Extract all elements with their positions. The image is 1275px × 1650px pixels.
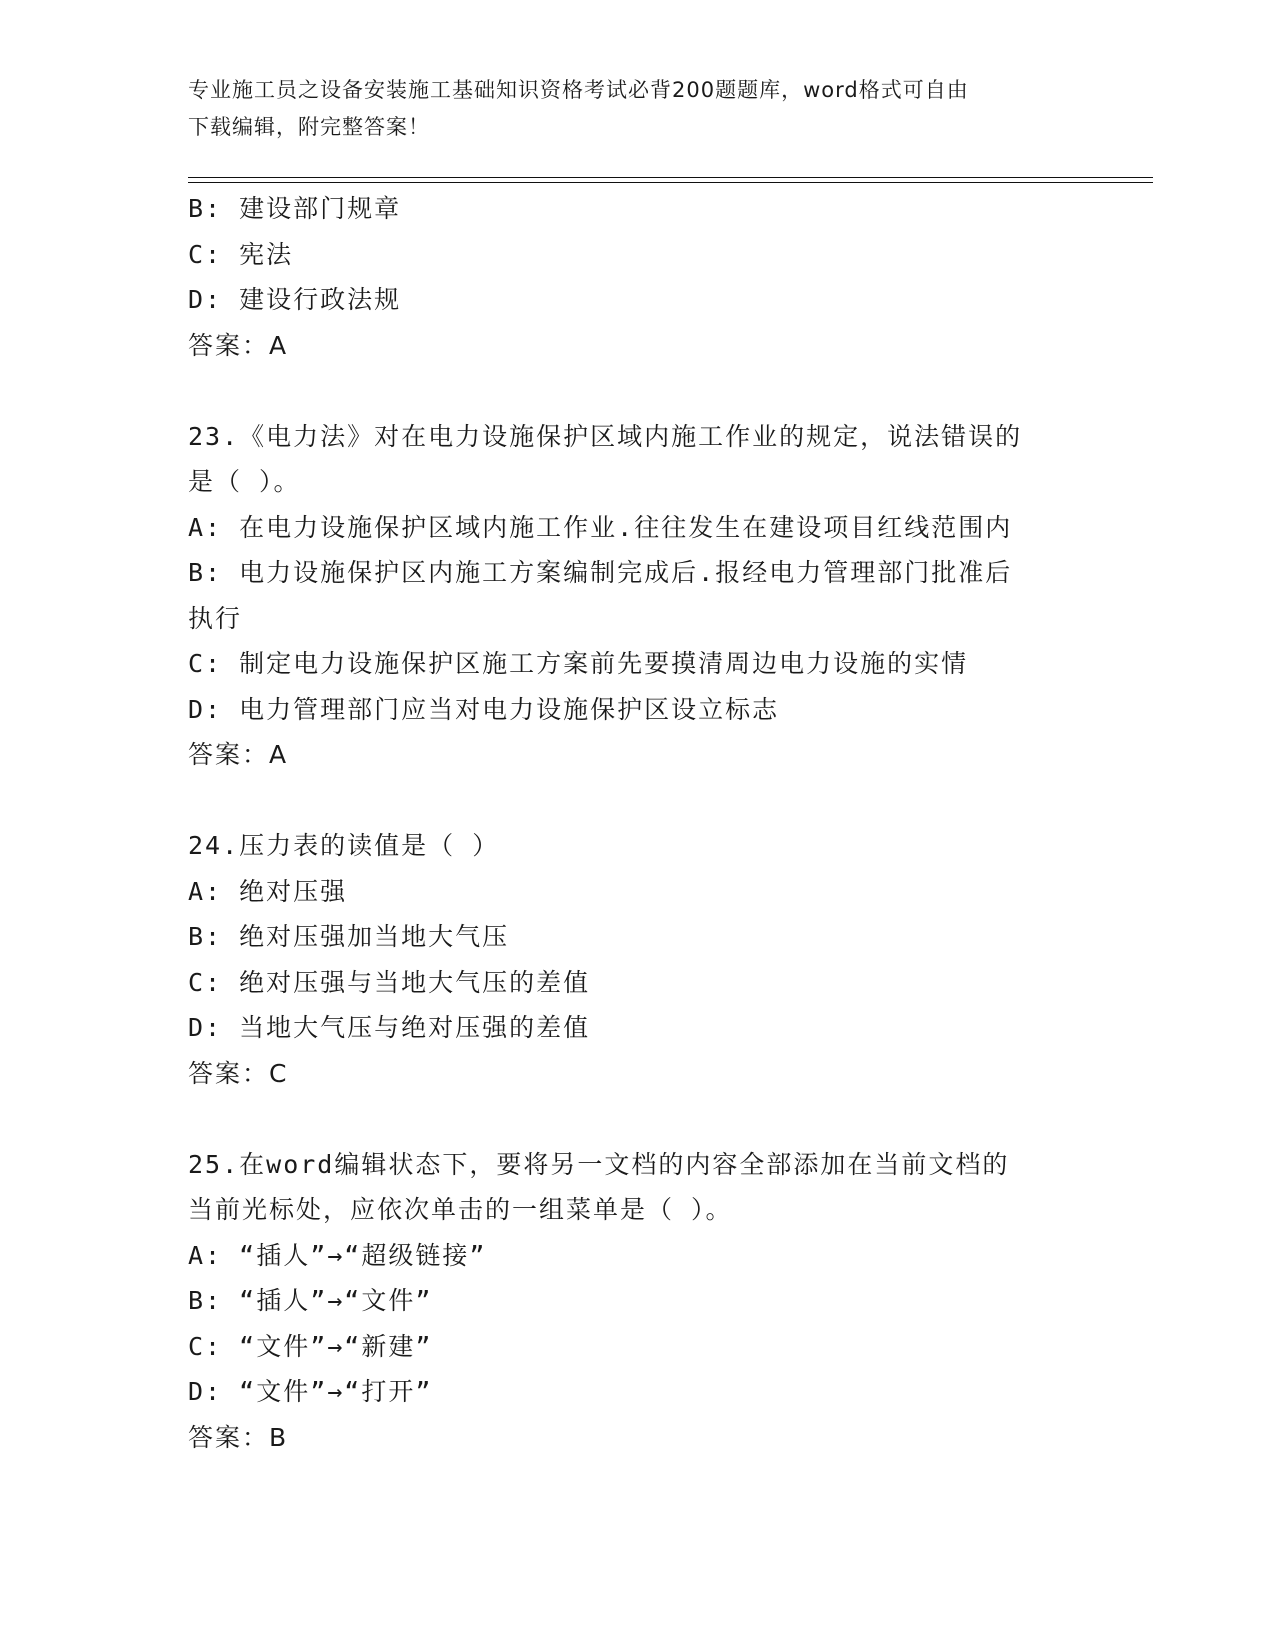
question-stem: 当前光标处，应依次单击的一组菜单是（ ）。 [188,1195,733,1224]
option-b-continued: 执行 [188,603,243,633]
spacer [188,778,1088,824]
answer-label: 答案：C [188,1058,289,1088]
option-d: D: 电力管理部门应当对电力设施保护区设立标志 [188,694,780,724]
option-c: C: 宪法 [188,239,294,269]
header-divider-bottom [188,182,1153,183]
answer-label: 答案：A [188,330,289,360]
option-a: A: 绝对压强 [188,876,348,906]
question-22-continued [188,186,1088,368]
question-25 [188,1142,1088,1461]
spacer [188,1096,1088,1142]
question-24 [188,823,1088,1096]
option-d: D: 当地大气压与绝对压强的差值 [188,1013,591,1042]
question-stem: 23.《电力法》对在电力设施保护区域内施工作业的规定，说法错误的 [188,421,1023,451]
header-divider-top [188,177,1153,178]
document-header [188,72,1088,146]
option-a: A: 在电力设施保护区域内施工作业.往往发生在建设项目红线范围内 [188,512,1013,542]
option-b: B: 绝对压强加当地大气压 [188,922,510,951]
option-d: D: 建设行政法规 [188,285,402,314]
option-d: D: “文件”→“打开” [188,1377,433,1406]
answer-label: 答案：A [188,740,289,769]
option-c: C: 绝对压强与当地大气压的差值 [188,967,591,997]
answer-label: 答案：B [188,1422,289,1452]
option-b: B: 电力设施保护区内施工方案编制完成后.报经电力管理部门批准后 [188,558,1013,587]
option-c: C: “文件”→“新建” [188,1331,433,1361]
question-stem: 是（ ）。 [188,467,301,496]
document-body [188,186,1088,1460]
spacer [188,368,1088,414]
question-stem: 24.压力表的读值是（ ） [188,831,500,860]
header-line-1: 专业施工员之设备安装施工基础知识资格考试必背200题题库，word格式可自由 [188,78,969,102]
option-b: B: 建设部门规章 [188,194,402,223]
header-line-2: 下载编辑，附完整答案！ [188,115,430,139]
option-c: C: 制定电力设施保护区施工方案前先要摸清周边电力设施的实情 [188,649,969,678]
option-b: B: “插人”→“文件” [188,1286,433,1315]
option-a: A: “插人”→“超级链接” [188,1240,487,1270]
question-stem: 25.在word编辑状态下，要将另一文档的内容全部添加在当前文档的 [188,1149,1010,1179]
question-23 [188,414,1088,778]
